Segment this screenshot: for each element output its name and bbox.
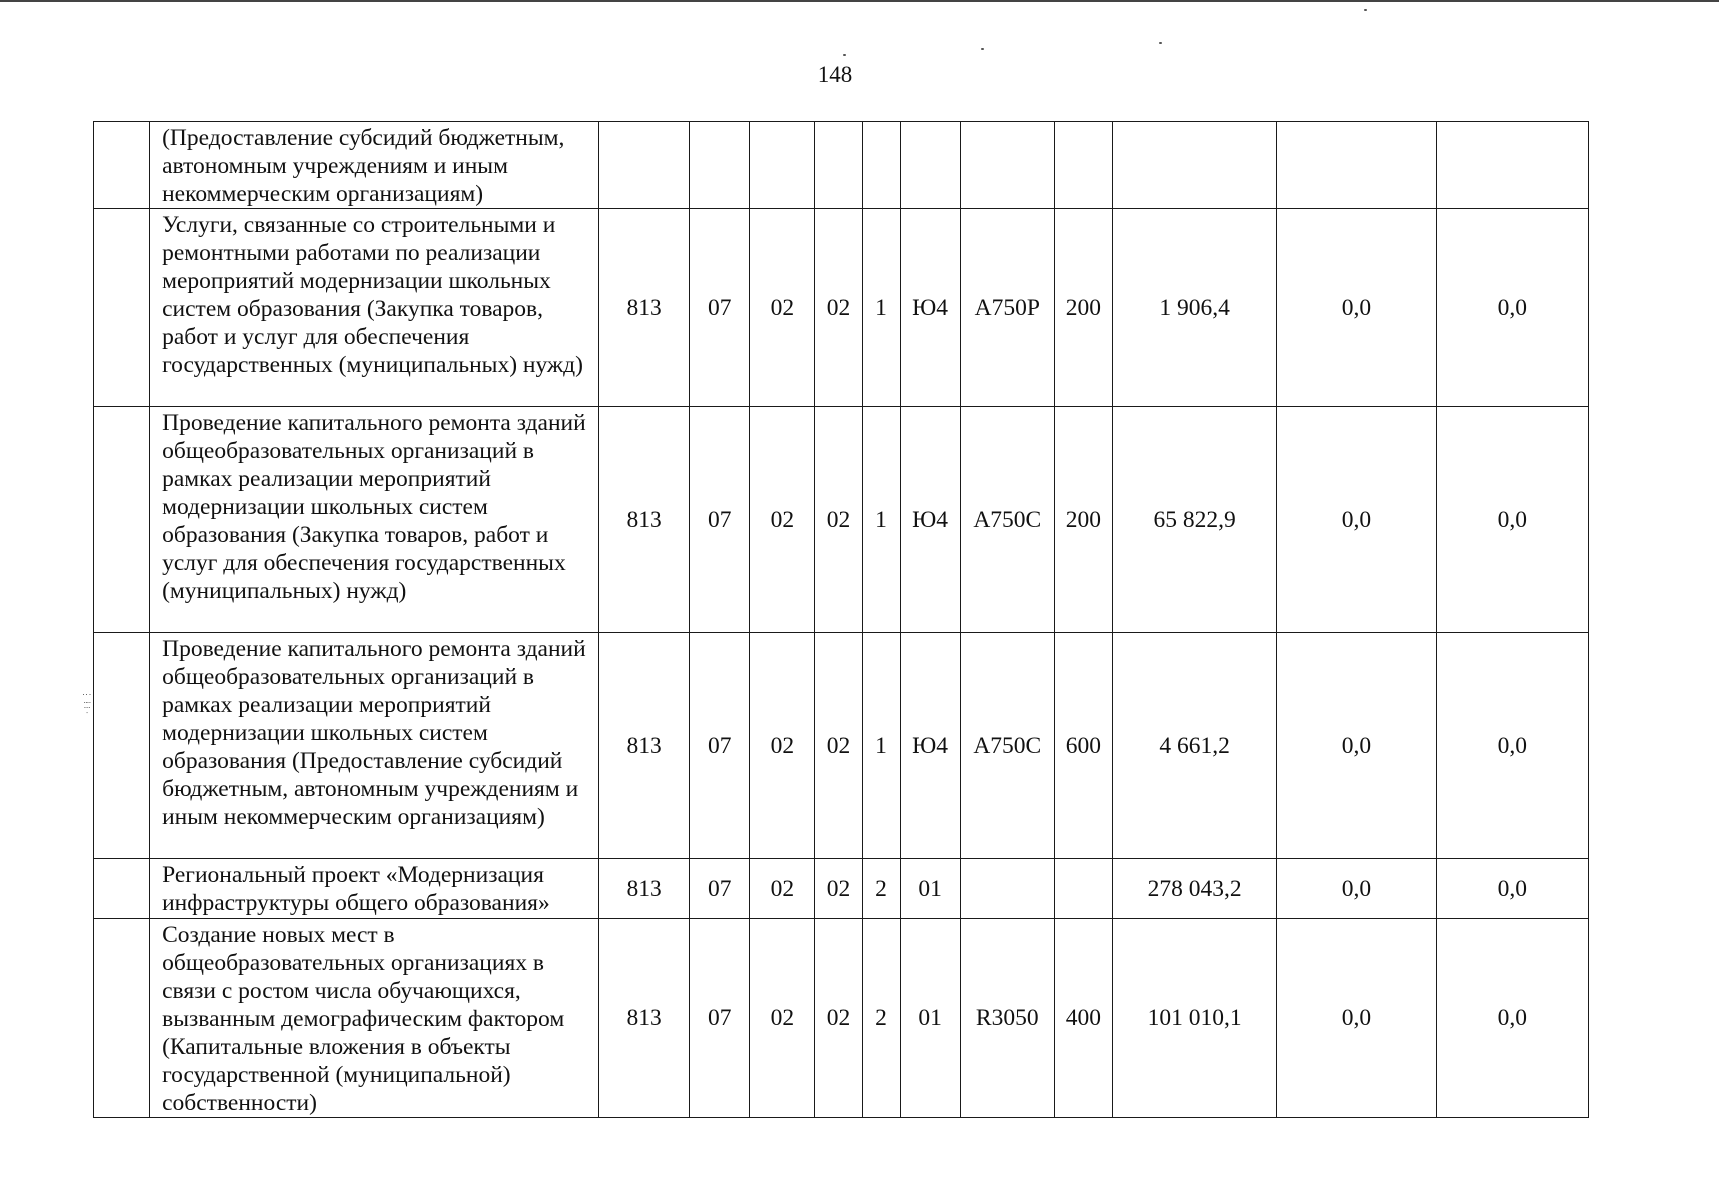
subsection-code-cell: 02: [750, 859, 815, 919]
margin-scan-artifact: ⋮ ⁞ ⁝ ·: [82, 690, 92, 715]
amount-cell: 0,0: [1436, 859, 1588, 919]
description-cell: Региональный проект «Модернизация инфраструктуры общего образования»: [150, 859, 599, 919]
subprogram-code-cell: 1: [862, 209, 900, 407]
row-number-cell: [94, 633, 150, 859]
section-code-cell: 07: [690, 859, 750, 919]
amount-cell: [1277, 122, 1436, 209]
row-number-cell: [94, 919, 150, 1118]
program-code-cell: 02: [815, 407, 862, 633]
project-code-cell: Ю4: [900, 633, 960, 859]
expense-type-cell: [1054, 122, 1112, 209]
project-code-cell: Ю4: [900, 209, 960, 407]
table-row: [94, 859, 1589, 919]
expense-type-cell: 200: [1054, 209, 1112, 407]
row-number-cell: [94, 407, 150, 633]
amount-cell: 0,0: [1277, 919, 1436, 1118]
scan-speck: [1364, 9, 1367, 11]
program-code-cell: 02: [815, 633, 862, 859]
description-cell: Проведение капитального ремонта зданий общеобразовательных организаций в рамках реализации мероприятий модернизации школьных систем образования (Закупка товаров, работ и услуг для обеспечения государственных (муниципальных) нужд): [150, 407, 599, 633]
scan-top-edge: [0, 0, 1719, 2]
subsection-code-cell: 02: [750, 919, 815, 1118]
amount-cell: 0,0: [1436, 919, 1588, 1118]
amount-cell: 0,0: [1436, 407, 1588, 633]
table-row: [94, 122, 1589, 209]
ministry-code-cell: 813: [599, 919, 690, 1118]
section-code-cell: 07: [690, 407, 750, 633]
amount-cell: [1436, 122, 1588, 209]
program-code-cell: 02: [815, 209, 862, 407]
program-code-cell: [815, 122, 862, 209]
amount-cell: 1 906,4: [1112, 209, 1276, 407]
page-number: 148: [817, 62, 853, 87]
table-row: [94, 633, 1589, 859]
amount-cell: 4 661,2: [1112, 633, 1276, 859]
project-code-cell: Ю4: [900, 407, 960, 633]
section-code-cell: [690, 122, 750, 209]
direction-code-cell: R3050: [960, 919, 1054, 1118]
amount-cell: 65 822,9: [1112, 407, 1276, 633]
subprogram-code-cell: 2: [862, 859, 900, 919]
expense-type-cell: [1054, 859, 1112, 919]
ministry-code-cell: [599, 122, 690, 209]
row-number-cell: [94, 859, 150, 919]
direction-code-cell: [960, 859, 1054, 919]
amount-cell: 0,0: [1277, 209, 1436, 407]
scan-speck: [1159, 42, 1162, 44]
subsection-code-cell: 02: [750, 209, 815, 407]
direction-code-cell: А750С: [960, 633, 1054, 859]
amount-cell: 0,0: [1277, 633, 1436, 859]
section-code-cell: 07: [690, 633, 750, 859]
section-code-cell: 07: [690, 209, 750, 407]
amount-cell: 0,0: [1277, 407, 1436, 633]
expense-type-cell: 400: [1054, 919, 1112, 1118]
project-code-cell: 01: [900, 919, 960, 1118]
table-row: [94, 919, 1589, 1118]
ministry-code-cell: 813: [599, 859, 690, 919]
amount-cell: 0,0: [1436, 209, 1588, 407]
amount-cell: 0,0: [1436, 633, 1588, 859]
direction-code-cell: А750Р: [960, 209, 1054, 407]
subprogram-code-cell: 2: [862, 919, 900, 1118]
ministry-code-cell: 813: [599, 633, 690, 859]
table-row: [94, 209, 1589, 407]
scan-speck: [981, 48, 984, 50]
description-cell: Проведение капитального ремонта зданий общеобразовательных организаций в рамках реализации мероприятий модернизации школьных систем образования (Предоставление субсидий бюджетным, автономным учреждениям и иным некоммерческим организациям): [150, 633, 599, 859]
amount-cell: 0,0: [1277, 859, 1436, 919]
subprogram-code-cell: 1: [862, 633, 900, 859]
section-code-cell: 07: [690, 919, 750, 1118]
description-cell: (Предоставление субсидий бюджетным, автономным учреждениям и иным некоммерческим организациям): [150, 122, 599, 209]
scan-speck: [843, 54, 846, 56]
ministry-code-cell: 813: [599, 209, 690, 407]
subprogram-code-cell: 1: [862, 407, 900, 633]
subprogram-code-cell: [862, 122, 900, 209]
program-code-cell: 02: [815, 919, 862, 1118]
subsection-code-cell: 02: [750, 633, 815, 859]
direction-code-cell: А750С: [960, 407, 1054, 633]
row-number-cell: [94, 209, 150, 407]
amount-cell: 101 010,1: [1112, 919, 1276, 1118]
program-code-cell: 02: [815, 859, 862, 919]
subsection-code-cell: [750, 122, 815, 209]
project-code-cell: 01: [900, 859, 960, 919]
expense-type-cell: 600: [1054, 633, 1112, 859]
table-row: [94, 407, 1589, 633]
budget-table: [93, 121, 1589, 1118]
description-cell: Услуги, связанные со строительными и ремонтными работами по реализации мероприятий модернизации школьных систем образования (Закупка товаров, работ и услуг для обеспечения государственных (муниципальных) нужд): [150, 209, 599, 407]
direction-code-cell: [960, 122, 1054, 209]
amount-cell: [1112, 122, 1276, 209]
ministry-code-cell: 813: [599, 407, 690, 633]
project-code-cell: [900, 122, 960, 209]
amount-cell: 278 043,2: [1112, 859, 1276, 919]
description-cell: Создание новых мест в общеобразовательных организациях в связи с ростом числа обучающихся, вызванным демографическим фактором (Капитальные вложения в объекты государственной (муниципальной) собственности): [150, 919, 599, 1118]
subsection-code-cell: 02: [750, 407, 815, 633]
expense-type-cell: 200: [1054, 407, 1112, 633]
row-number-cell: [94, 122, 150, 209]
